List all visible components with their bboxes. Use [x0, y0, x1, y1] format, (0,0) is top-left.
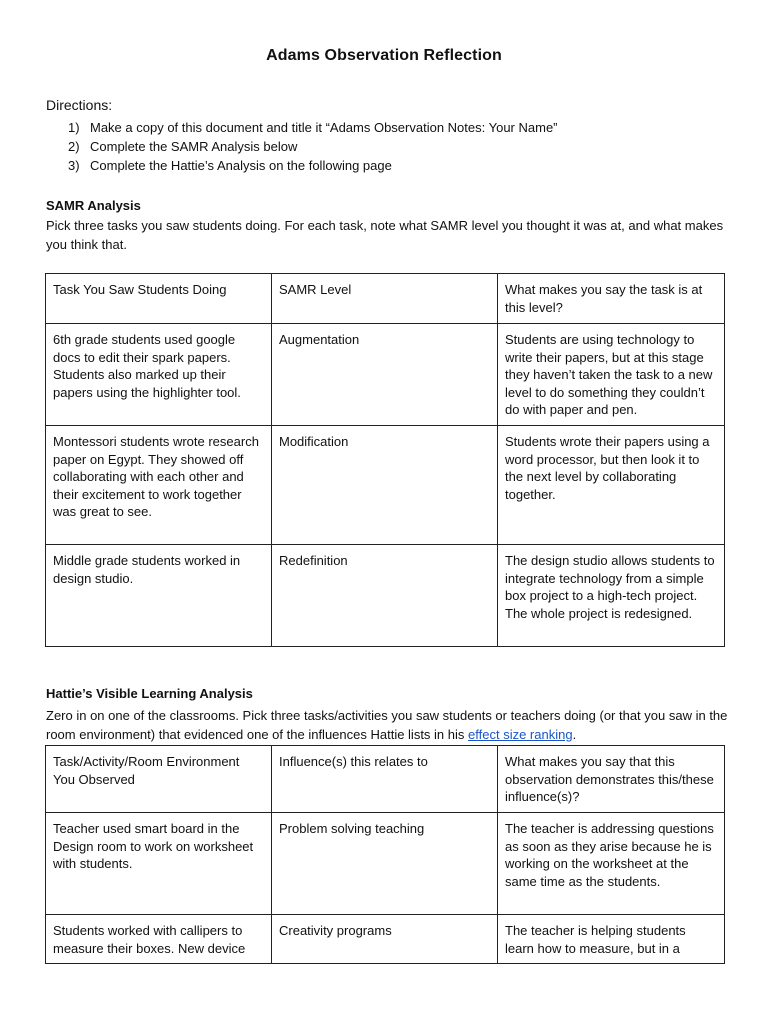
table-row [46, 426, 725, 545]
samr-intro: Pick three tasks you saw students doing. For each task, note what SAMR level you thought it was at, and what makes you think that. [46, 218, 724, 252]
list-text: Make a copy of this document and title it “Adams Observation Notes: Your Name” [90, 120, 558, 135]
list-number: 2) [68, 139, 80, 154]
table-cell: Montessori students wrote research paper on Egypt. They showed off collaborating with each other and their excitement to work together was great to see. [46, 426, 272, 545]
list-item [68, 156, 558, 175]
hattie-intro-text: Zero in on one of the classrooms. Pick three tasks/activities you saw students or teachers doing (or that you saw in the room environment) that evidenced one of the influences Hattie lists in his [46, 708, 728, 742]
table-cell: The teacher is addressing questions as soon as they arise because he is working on the worksheet at the same time as the students. [498, 813, 725, 915]
directions-heading: Directions: [46, 97, 113, 113]
table-row [46, 915, 725, 964]
table-header-cell: Task/Activity/Room Environment You Observed [46, 746, 272, 813]
table-cell: Students wrote their papers using a word processor, but then look it to the next level by collaborating together. [498, 426, 725, 545]
table-cell: Problem solving teaching [272, 813, 498, 915]
table-row [46, 324, 725, 426]
table-cell: Students are using technology to write their papers, but at this stage they haven’t taken the task to a new level to do something they couldn’t do with paper and pen. [498, 324, 725, 426]
table-cell: Creativity programs [272, 915, 498, 964]
hattie-table [45, 745, 725, 964]
table-header-cell: What makes you say that this observation demonstrates this/these influence(s)? [498, 746, 725, 813]
table-cell: Redefinition [272, 545, 498, 647]
table-cell: 6th grade students used google docs to edit their spark papers. Students also marked up their papers using the highlighter tool. [46, 324, 272, 426]
effect-size-ranking-link[interactable]: effect size ranking [468, 727, 573, 742]
document-title: Adams Observation Reflection [266, 47, 502, 64]
hattie-intro-end: . [572, 727, 577, 742]
directions-list [68, 118, 558, 175]
table-header-row [46, 746, 725, 813]
list-item [68, 137, 558, 156]
hattie-heading: Hattie’s Visible Learning Analysis [46, 686, 253, 701]
table-row [46, 813, 725, 915]
table-row [46, 545, 725, 647]
samr-table [45, 273, 725, 647]
table-header-cell: SAMR Level [272, 274, 498, 324]
hattie-intro [46, 706, 736, 744]
list-item [68, 118, 558, 137]
list-text: Complete the Hattie’s Analysis on the following page [90, 158, 392, 173]
table-header-cell: Influence(s) this relates to [272, 746, 498, 813]
table-cell: Students worked with callipers to measure their boxes. New device [46, 915, 272, 964]
table-header-cell: Task You Saw Students Doing [46, 274, 272, 324]
table-cell: Augmentation [272, 324, 498, 426]
list-number: 3) [68, 158, 80, 173]
samr-heading: SAMR Analysis [46, 198, 141, 213]
table-cell: Modification [272, 426, 498, 545]
table-header-row [46, 274, 725, 324]
table-header-cell: What makes you say the task is at this level? [498, 274, 725, 324]
table-cell: The teacher is helping students learn how to measure, but in a [498, 915, 725, 964]
table-cell: The design studio allows students to integrate technology from a simple box project to a high-tech project. The whole project is redesigned. [498, 545, 725, 647]
table-cell: Middle grade students worked in design studio. [46, 545, 272, 647]
list-text: Complete the SAMR Analysis below [90, 139, 298, 154]
list-number: 1) [68, 120, 80, 135]
table-cell: Teacher used smart board in the Design room to work on worksheet with students. [46, 813, 272, 915]
